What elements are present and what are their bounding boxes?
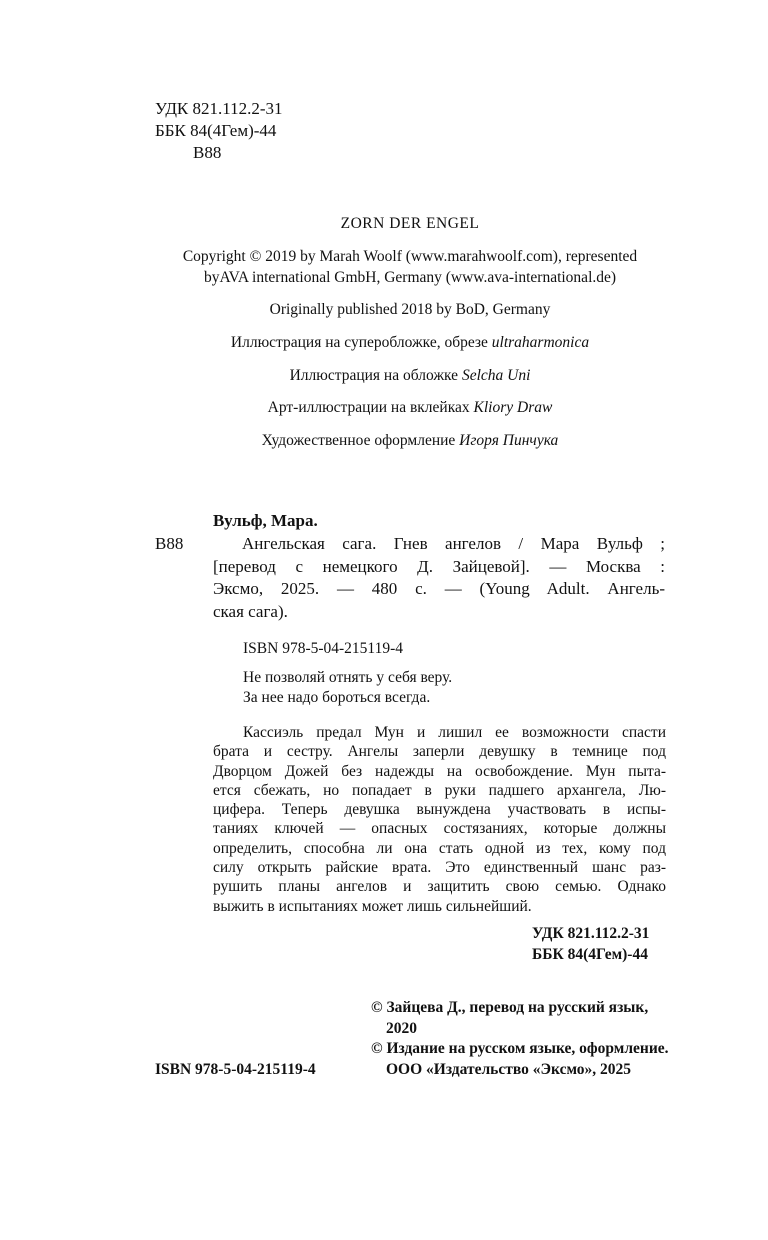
udk-code: УДК 821.112.2-31 xyxy=(155,99,283,118)
originally-published: Originally published 2018 by BoD, Germany xyxy=(269,301,551,318)
catalog-isbn: ISBN 978-5-04-215119-4 xyxy=(243,640,404,657)
epigraph xyxy=(243,668,452,708)
credit-text: Арт-иллюстрации на вклейках xyxy=(267,399,470,416)
description-line: определить, способна ли она стать одной из тех, кому под xyxy=(213,839,666,857)
bbk-code: ББК 84(4Гем)-44 xyxy=(155,121,277,140)
copyright-line-1: Copyright © 2019 by Marah Woolf (www.marahwoolf.com), represented xyxy=(182,248,638,265)
epigraph-line: Не позволяй отнять у себя веру. xyxy=(243,669,453,686)
credit-inserts xyxy=(0,398,768,417)
credit-text: Художественное оформление xyxy=(261,432,456,449)
author-mark: В88 xyxy=(193,143,222,162)
description-line: Кассиэль предал Мун и лишил ее возможности спасти xyxy=(243,724,666,741)
description-line: ется сбежать, но попадает в руки падшего архангела, Лю- xyxy=(213,781,666,799)
description-line: Дворцом Дожей без надежды на освобождение. Мун пыта- xyxy=(213,762,666,780)
catalog-mark: В88 xyxy=(155,534,184,553)
original-title: ZORN DER ENGEL xyxy=(340,215,480,232)
credit-text: Иллюстрация на обложке xyxy=(289,367,459,384)
copyright-line: © Издание на русском языке, оформление. xyxy=(371,1040,669,1057)
credit-name: Selcha Uni xyxy=(461,367,531,384)
copyright-line: ООО «Издательство «Эксмо», 2025 xyxy=(386,1060,632,1078)
description-line: рушить планы ангелов и защитить свою семью. Однако xyxy=(213,878,666,896)
annotation-line: ская сага). xyxy=(213,601,288,621)
annotation-line: Эксмо, 2025. — 480 с. — (Young Adult. Ангель- xyxy=(213,579,665,598)
description-line: таниях ключей — опасных состязаниях, которые должны xyxy=(213,820,666,838)
catalog-author-heading: Вульф, Мара. xyxy=(213,511,318,530)
copyright-line: 2020 xyxy=(386,1019,417,1037)
udk-code-repeat: УДК 821.112.2-31 xyxy=(532,925,650,942)
annotation-line: Ангельская сага. Гнев ангелов / Мара Вульф ; xyxy=(242,534,665,553)
epigraph-line: За нее надо бороться всегда. xyxy=(243,689,431,706)
book-description xyxy=(213,723,666,916)
credit-cover xyxy=(0,366,768,385)
copyright-line: © Зайцева Д., перевод на русский язык, xyxy=(371,999,649,1016)
credit-design xyxy=(0,431,768,450)
annotation-line: [перевод с немецкого Д. Зайцевой]. — Москва : xyxy=(213,556,665,576)
credit-name: ultraharmonica xyxy=(491,334,590,351)
credit-name: Игоря Пинчука xyxy=(459,432,559,449)
description-line: брата и сестру. Ангелы заперли девушку в темнице под xyxy=(213,743,666,761)
credit-name: Kliory Draw xyxy=(473,399,553,416)
description-line: выжить в испытаниях может лишь сильнейший. xyxy=(213,897,532,915)
catalog-annotation xyxy=(213,533,665,623)
bbk-code-repeat: ББК 84(4Гем)-44 xyxy=(532,946,648,963)
credit-text: Иллюстрация на суперобложке, обрезе xyxy=(230,334,488,351)
bottom-copyrights xyxy=(371,998,669,1080)
bottom-isbn: ISBN 978-5-04-215119-4 xyxy=(155,1061,316,1078)
description-line: силу открыть райские врата. Это единственный шанс раз- xyxy=(213,859,666,877)
credit-superjacket xyxy=(0,333,768,352)
description-line: цифера. Теперь девушка вынуждена участвовать в испы- xyxy=(213,801,666,819)
copyright-line-2: byAVA international GmbH, Germany (www.ava-international.de) xyxy=(203,269,617,286)
